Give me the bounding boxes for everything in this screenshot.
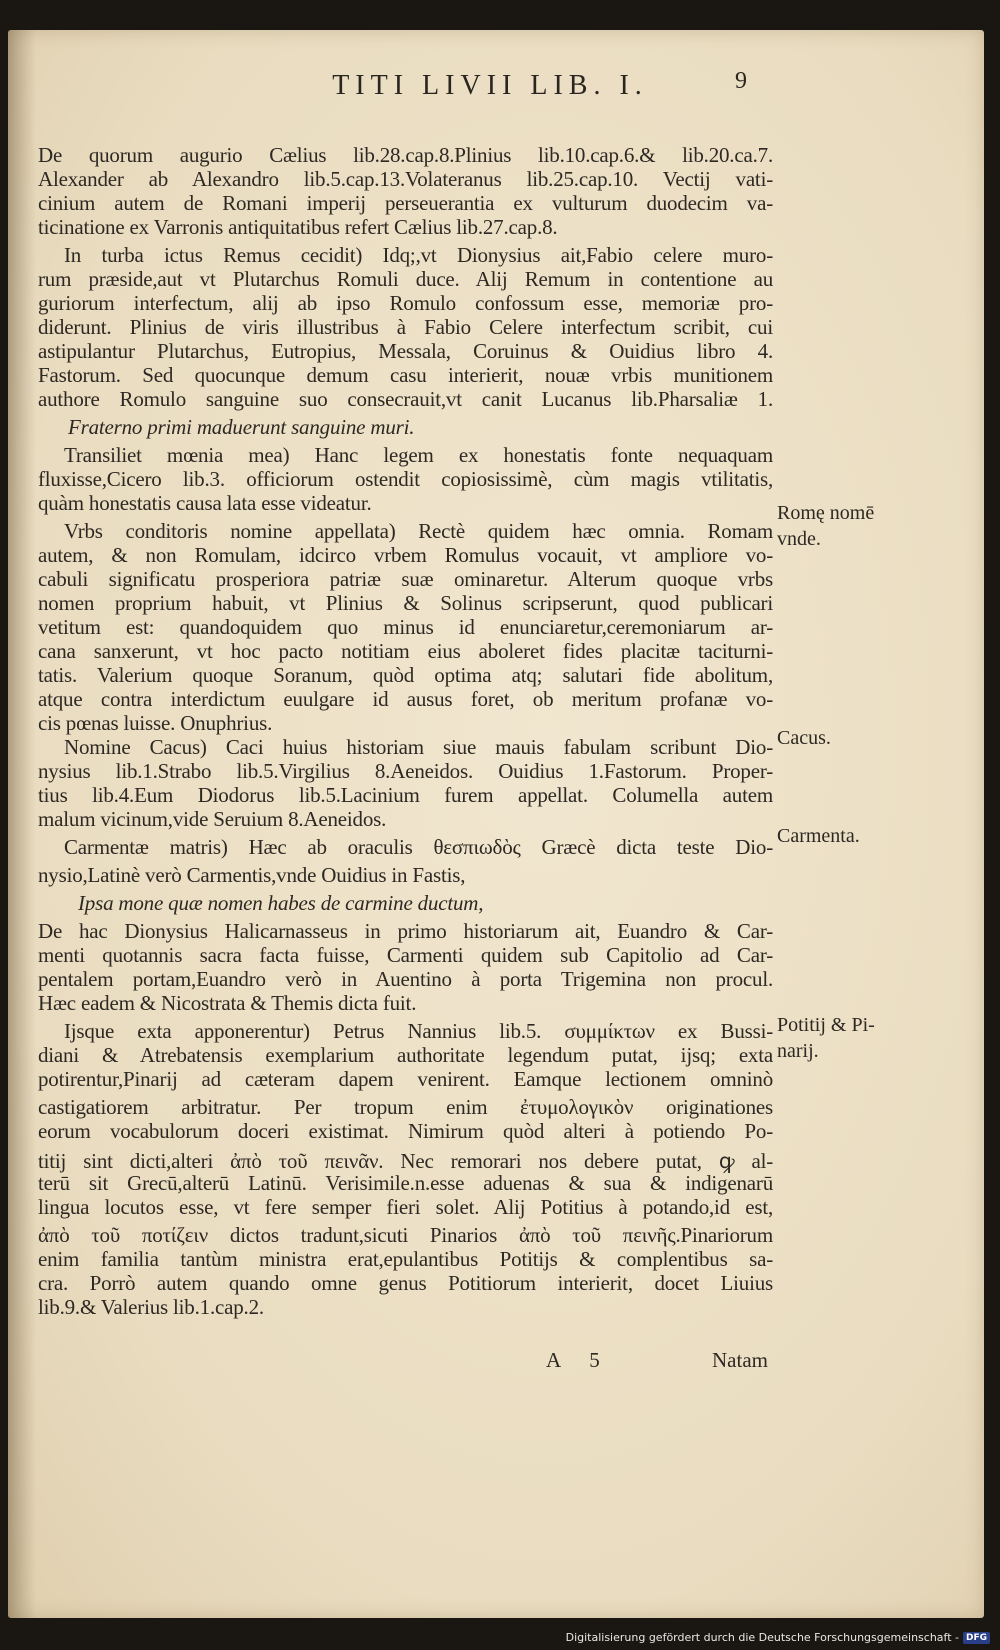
text-line: Hæc eadem & Nicostrata & Themis dicta fuit.	[38, 991, 417, 1015]
text-line: Nomine Cacus) Caci huius historiam siue mauis fabulam scribunt Dio-	[64, 735, 773, 759]
text-line: fluxisse,Cicero lib.3. officiorum ostendit copiosissimè, cùm magis vtilitatis,	[38, 467, 773, 491]
page-number: 9	[735, 68, 747, 94]
text-line: pentalem portam,Euandro verò in Auentino à porta Trigemina non procul.	[38, 967, 773, 991]
text-line: Fraterno primi maduerunt sanguine muri.	[68, 415, 415, 439]
text-line: ἀπὸ τοῦ ποτίζειν dictos tradunt,sicuti Pinarios ἀπὸ τοῦ πεινῆς.Pinariorum	[38, 1223, 773, 1247]
text-line: diani & Atrebatensis exemplarium authoritate legendum putat, ijsq; exta	[38, 1043, 773, 1067]
text-line: nysius lib.1.Strabo lib.5.Virgilius 8.Aeneidos. Ouidius 1.Fastorum. Proper-	[38, 759, 773, 783]
text-line: diderunt. Plinius de viris illustribus à Fabio Celere interfectum scribit, cui	[38, 315, 773, 339]
text-line: Ijsque exta apponerentur) Petrus Nannius lib.5. συμμίκτων ex Bussi-	[64, 1019, 773, 1043]
text-line: Transiliet mœnia mea) Hanc legem ex honestatis fonte nequaquam	[64, 443, 773, 467]
text-line: cabuli significatu prosperiora patriæ suæ ominaretur. Alterum quoque vrbs	[38, 567, 773, 591]
marginal-note: Carmenta.	[777, 825, 860, 847]
text-line: titij sint dicti,alteri ἀπὸ τοῦ πεινᾶν. Nec remorari nos debere putat, ꝙ al-	[38, 1149, 773, 1173]
text-line: vetitum est: quandoquidem quo minus id enunciaretur,ceremoniarum ar-	[38, 615, 773, 639]
text-line: cinium autem de Romani imperij perseuerantia ex vulturum duodecim va-	[38, 191, 773, 215]
text-line: autem, & non Romulam, idcirco vrbem Romulus vocauit, vt ampliore vo-	[38, 543, 773, 567]
text-line: Alexander ab Alexandro lib.5.cap.13.Volateranus lib.25.cap.10. Vectij vati-	[38, 167, 773, 191]
text-line: cis pœnas luisse. Onuphrius.	[38, 711, 273, 735]
text-line: malum vicinum,vide Seruium 8.Aeneidos.	[38, 807, 387, 831]
text-line: potirentur,Pinarij ad cæteram dapem venirent. Eamque lectionem omninò	[38, 1067, 773, 1091]
text-line: nysio,Latinè verò Carmentis,vnde Ouidius in Fastis,	[38, 863, 466, 887]
text-line: quàm honestatis causa lata esse videatur.	[38, 491, 372, 515]
text-line: guriorum interfectum, alij ab ipso Romulo confossum esse, memoriæ pro-	[38, 291, 773, 315]
text-line: menti quotannis sacra facta fuisse, Carmenti quidem sub Capitolio ad Car-	[38, 943, 773, 967]
text-line: nomen proprium habuit, vt Plinius & Solinus scripserunt, quod publicari	[38, 591, 773, 615]
text-line: astipulantur Plutarchus, Eutropius, Messala, Coruinus & Ouidius libro 4.	[38, 339, 773, 363]
text-line: Fastorum. Sed quocunque demum casu interierit, nouæ vrbis munitionem	[38, 363, 773, 387]
text-line: cana sanxerunt, vt hoc pacto notitiam eius aboleret fides placitæ taciturni-	[38, 639, 773, 663]
text-line: lib.9.& Valerius lib.1.cap.2.	[38, 1295, 264, 1319]
text-line: cra. Porrò autem quando omne genus Potitiorum interierit, docet Liuius	[38, 1271, 773, 1295]
text-line: Ipsa mone quæ nomen habes de carmine ductum,	[78, 891, 484, 915]
text-line: Vrbs conditoris nomine appellata) Rectè quidem hæc omnia. Romam	[64, 519, 773, 543]
page-gutter-shadow	[8, 30, 36, 1618]
text-line: castigatiorem arbitratur. Per tropum enim ἐτυμολογικὸν originationes	[38, 1095, 773, 1119]
text-line: In turba ictus Remus cecidit) Idq;,vt Dionysius ait,Fabio celere muro-	[64, 243, 773, 267]
text-line: enim familia tantùm ministra erat,epulantibus Potitijs & complentibus sa-	[38, 1247, 773, 1271]
text-line: eorum vocabulorum doceri existimat. Nimirum quòd alteri à potiendo Po-	[38, 1119, 773, 1143]
text-line: De hac Dionysius Halicarnasseus in primo historiarum ait, Euandro & Car-	[38, 919, 773, 943]
text-line: terū sit Grecū,alterū Latinū. Verisimile.n.esse aduenas & sua & indigenarū	[38, 1171, 773, 1195]
dfg-logo: DFG	[963, 1632, 990, 1644]
text-line: lingua locutos esse, vt fere semper fieri solet. Alij Potitius à potando,id est,	[38, 1195, 773, 1219]
text-line: De quorum augurio Cælius lib.28.cap.8.Plinius lib.10.cap.6.& lib.20.ca.7.	[38, 143, 773, 167]
marginal-note: Cacus.	[777, 727, 831, 749]
text-line: atque contra interdictum euulgare id ausus foret, ob meritum profanæ vo-	[38, 687, 773, 711]
catchword: Natam	[712, 1348, 768, 1372]
text-line: ticinatione ex Varronis antiquitatibus refert Cælius lib.27.cap.8.	[38, 215, 558, 239]
running-head: TITI LIVII LIB. I.	[332, 70, 648, 101]
text-line: authore Romulo sanguine suo consecrauit,vt canit Lucanus lib.Pharsaliæ 1.	[38, 387, 773, 411]
text-line: tius lib.4.Eum Diodorus lib.5.Lacinium furem appellat. Columella autem	[38, 783, 773, 807]
signature-mark: A 5	[546, 1348, 612, 1372]
marginal-note: Romę nomē vnde.	[777, 502, 875, 550]
footer-credit: Digitalisierung gefördert durch die Deutsche Forschungsgemeinschaft -	[565, 1631, 959, 1644]
marginal-note: Potitij & Pi- narij.	[777, 1014, 875, 1062]
digitization-footer	[566, 1631, 990, 1644]
text-line: tatis. Valerium quoque Soranum, quòd optima atq; salutari fide abolitum,	[38, 663, 773, 687]
text-line: Carmentæ matris) Hæc ab oraculis θεσπιωδὸς Græcè dicta teste Dio-	[64, 835, 773, 859]
text-line: rum præside,aut vt Plutarchus Romuli duce. Alij Remum in contentione au	[38, 267, 773, 291]
